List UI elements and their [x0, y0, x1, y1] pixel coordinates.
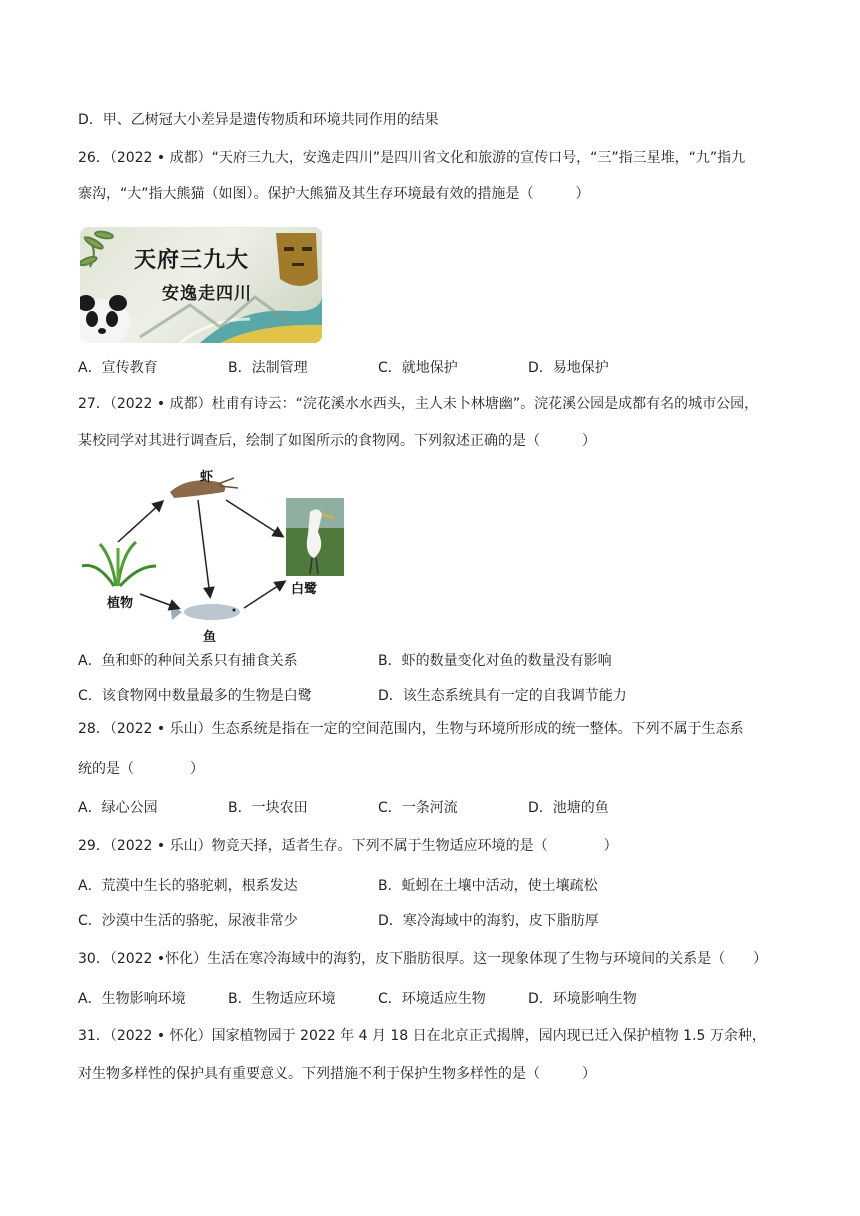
banner-title-line1: 天府三九大: [134, 248, 250, 273]
q29-option-b[interactable]: B．蚯蚓在土壤中活动，使土壤疏松: [378, 878, 598, 894]
q26-option-c[interactable]: C．就地保护: [378, 360, 458, 376]
q30-option-a[interactable]: A．生物影响环境: [78, 991, 186, 1007]
q26-option-a[interactable]: A．宣传教育: [78, 360, 158, 376]
q27-option-b[interactable]: B．虾的数量变化对鱼的数量没有影响: [378, 653, 612, 669]
foodweb-label-fish: 鱼: [203, 630, 217, 645]
q28-option-a[interactable]: A．绿心公园: [78, 800, 158, 816]
q31-stem-line1: 31．（2022 • 怀化）国家植物园于 2022 年 4 月 18 日在北京正式揭牌，园内现已迁入保护植物 1.5 万余种，: [78, 1028, 766, 1044]
q26-stem-line1: 26．（2022 • 成都）“天府三九大，安逸走四川”是四川省文化和旅游的宣传口号，“三”指三星堆，“九”指九: [78, 150, 746, 166]
q31-stem-line2: 对生物多样性的保护具有重要意义。下列措施不利于保护生物多样性的是（ ）: [78, 1066, 596, 1082]
q28-option-c[interactable]: C．一条河流: [378, 800, 458, 816]
q28-stem-line2: 统的是（ ）: [78, 761, 204, 777]
fish-icon: [170, 604, 240, 620]
q27-option-d[interactable]: D．该生态系统具有一定的自我调节能力: [378, 688, 627, 704]
q26-stem-line2: 寨沟，“大”指大熊猫（如图）。保护大熊猫及其生存环境最有效的措施是（ ）: [78, 186, 590, 202]
q30-option-d[interactable]: D．环境影响生物: [528, 991, 637, 1007]
q27-option-a[interactable]: A．鱼和虾的种间关系只有捕食关系: [78, 653, 298, 669]
q26-option-b[interactable]: B．法制管理: [228, 360, 308, 376]
q26-banner-image: [80, 227, 322, 343]
q25-option-d: D．甲、乙树冠大小差异是遗传物质和环境共同作用的结果: [78, 112, 439, 128]
q30-option-c[interactable]: C．环境适应生物: [378, 991, 486, 1007]
foodweb-label-egret: 白鹭: [291, 582, 318, 597]
q27-food-web-diagram: [78, 462, 378, 642]
q28-stem-line1: 28．（2022 • 乐山）生态系统是指在一定的空间范围内，生物与环境所形成的统一整体。下列不属于生态系: [78, 721, 744, 737]
q29-option-a[interactable]: A．荒漠中生长的骆驼刺，根系发达: [78, 878, 298, 894]
banner-title-line2: 安逸走四川: [162, 284, 252, 304]
q27-stem-line2: 某校同学对其进行调查后，绘制了如图所示的食物网。下列叙述正确的是（ ）: [78, 433, 596, 449]
q28-option-b[interactable]: B．一块农田: [228, 800, 308, 816]
foodweb-label-plant: 植物: [107, 596, 134, 611]
egret-photo: [286, 498, 344, 576]
q28-option-d[interactable]: D．池塘的鱼: [528, 800, 609, 816]
q29-stem-line1: 29．（2022 • 乐山）物竞天择，适者生存。下列不属于生物适应环境的是（ ）: [78, 838, 618, 854]
q29-option-c[interactable]: C．沙漠中生活的骆驼，尿液非常少: [78, 913, 298, 929]
q29-option-d[interactable]: D．寒冷海域中的海豹，皮下脂肪厚: [378, 913, 599, 929]
foodweb-label-shrimp: 虾: [200, 470, 214, 485]
plant-icon: [82, 542, 156, 586]
q26-option-d[interactable]: D．易地保护: [528, 360, 609, 376]
q27-option-c[interactable]: C．该食物网中数量最多的生物是白鹭: [78, 688, 312, 704]
q30-stem-line1: 30．（2022 •怀化）生活在寒冷海域中的海豹，皮下脂肪很厚。这一现象体现了生物与环境间的关系是（ ）: [78, 951, 768, 967]
q30-option-b[interactable]: B．生物适应环境: [228, 991, 336, 1007]
q27-stem-line1: 27．（2022 • 成都）杜甫有诗云：“浣花溪水水西头，主人未卜林塘幽”。浣花溪公园是成都有名的城市公园，: [78, 396, 759, 412]
